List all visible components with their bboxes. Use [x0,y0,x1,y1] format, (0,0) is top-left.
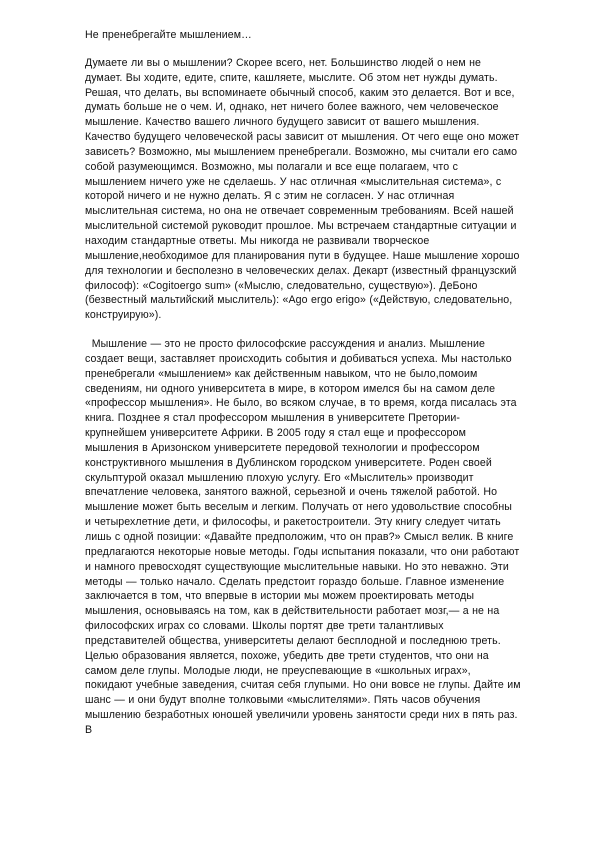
paragraph-1: Думаете ли вы о мышлении? Скорее всего, нет. Большинство людей о нем не думает. Вы ходите, едите, спите, кашляете, мыслите. Об этом нет нужды думать. Решая, что делать, вы вспоминаете обычный способ, каким это делается. Вот и все, думать больше не о чем. И, однако, нет ничего более важного, чем человеческое мышление. Качество вашего личного будущего зависит от вашего мышления. Качество будущего человеческой расы зависит от мышления. От чего еще оно может зависеть? Возможно, мы мышлением пренебрегали. Возможно, мы считали его само собой разумеющимся. Возможно, мы полагали и все еще полагаем, что с мышлением ничего уже не сделаешь. У нас отличная «мыслительная система», с которой ничего и не нужно делать. Я с этим не согласен. У нас отличная мыслительная система, но она не отвечает современным требованиям. Всей нашей мыслительной системой руководит прошлое. Мы встречаем стандартные ситуации и находим стандартные ответы. Мы никогда не развивали творческое мышление,необходимое для планирования пути в будущее. Наше мышление хорошо для технологии и бесполезно в человеческих делах. Декарт (известный французский философ): «Cogitoergo sum» («Мыслю, следовательно, существую»). ДеБоно (безвестный мальтийский мыслитель): «Ago ergo erigo» («Действую, следовательно, конструирую»). [85,56,520,322]
document-page [85,28,525,738]
paragraph-2: Мышление — это не просто философские рассуждения и анализ. Мышление создает вещи, заставляет происходить события и добиваться успеха. Мы настолько пренебрегали «мышлением» как действенным навыком, что не было,помоим сведениям, ни одного университета в мире, в котором имелся бы на самом деле «профессор мышления». Не было, во всяком случае, в то время, когда писалась эта книга. Позднее я стал профессором мышления в университете Претории-крупнейшем университете Африки. В 2005 году я стал еще и профессором мышления в Аризонском университете передовой технологии и профессором конструктивного мышления в Дублинском городском университете. Роден своей скульптурой оказал мышлению плохую услугу. Его «Мыслитель» производит впечатление человека, занятого важной, серьезной и очень тяжелой работой. Но мышление может быть веселым и легким. Получать от него удовольствие способны и четырехлетние дети, и философы, и ракетостроители. Эту книгу следует читать лишь с одной позиции: «Давайте предположим, что он прав?» Смысл велик. В книге предлагаются некоторые новые методы. Годы испытания показали, что они работают и намного превосходят существующие мыслительные навыки. Но это неважно. Эти методы — только начало. Сделать предстоит гораздо больше. Главное изменение заключается в том, что впервые в истории мы можем проектировать методы мышления, основываясь на том, как в действительности работает мозг,— а не на философских играх со словами. Школы портят две трети талантливых представителей общества, университеты делают бесплодной и последнюю треть. Целью образования является, похоже, убедить две трети студентов, что они на самом деле глупы. Молодые люди, не преуспевающие в «школьных играх», покидают учебные заведения, считая себя глупыми. Но они вовсе не глупы. Дайте им шанс — и они будут вполне толковыми «мыслителями». Пять часов обучения мышлению безработных юношей увеличили уровень занятости среди них в пять раз. В [85,338,525,736]
document-title: Не пренебрегайте мышлением… [85,29,252,41]
